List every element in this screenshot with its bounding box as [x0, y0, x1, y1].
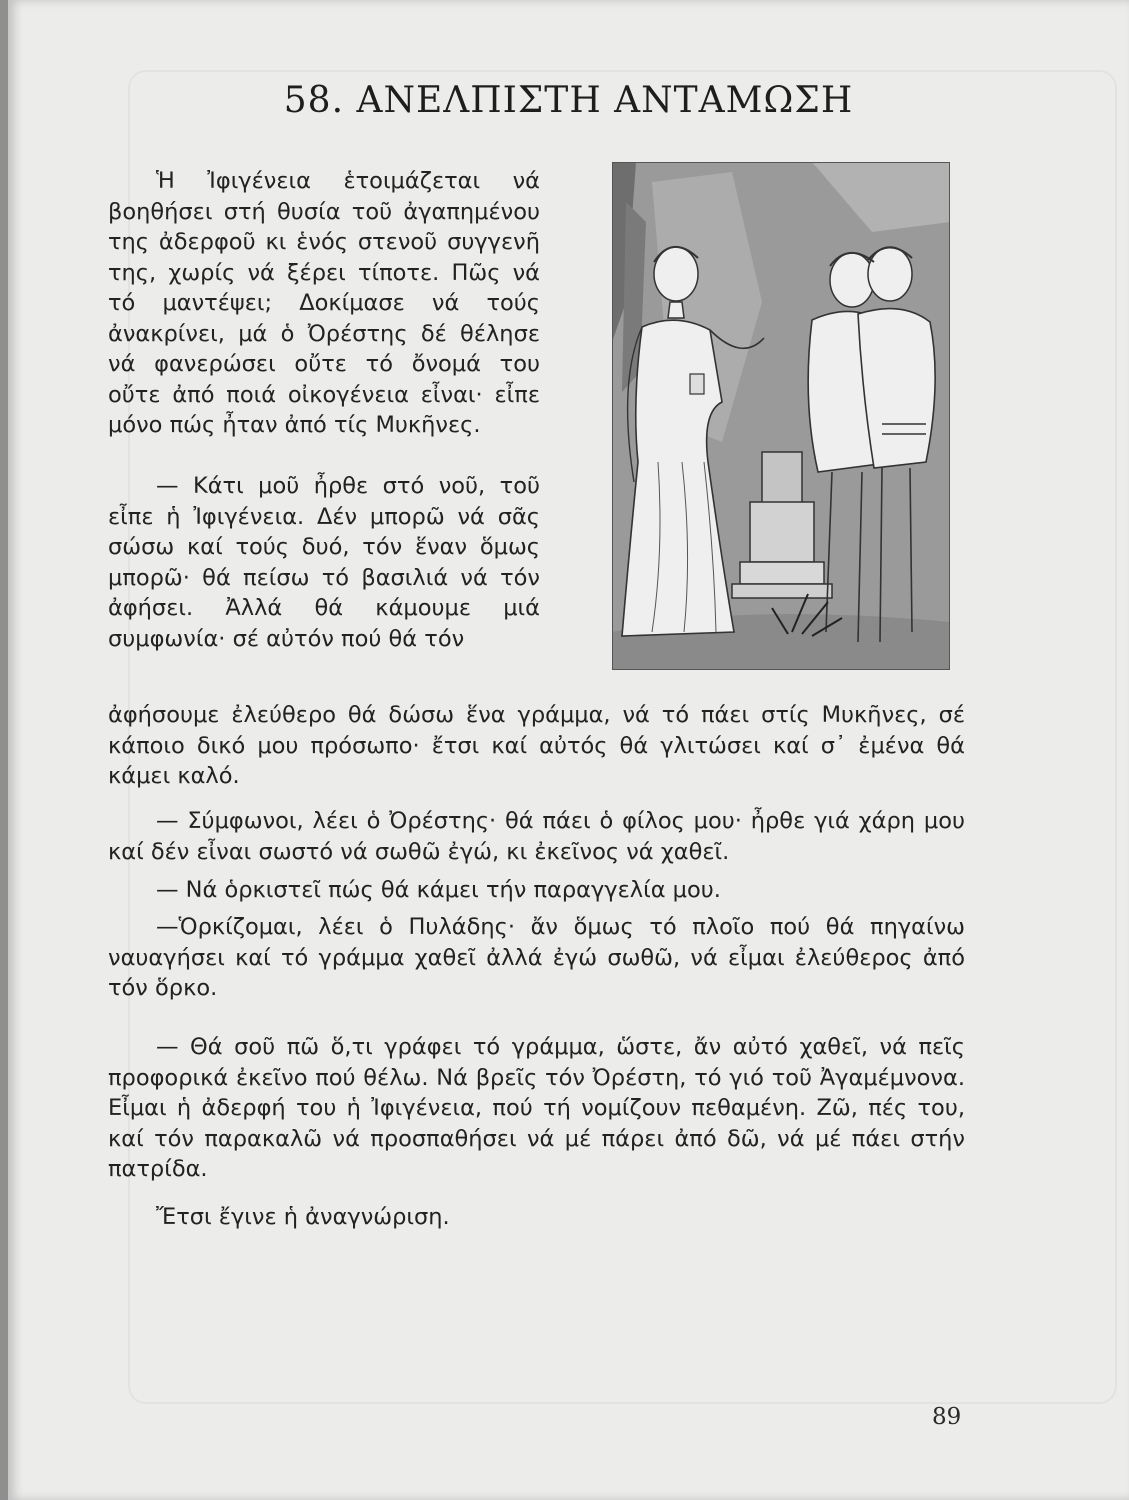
illustration-art: [612, 162, 950, 670]
paragraph-7: Ἔτσι ἔγινε ἡ ἀναγνώριση.: [156, 1204, 450, 1230]
book-page: [8, 0, 1129, 1500]
paragraph-2-part-2: ἀφήσουμε ἐλεύθερο θά δώσω ἕνα γράμμα, νά τό πάει στίς Μυκῆνες, σέ κάποιο δικό μου πρόσωπο· ἔτσι καί αὐτός θά γλιτώσει καί σ᾿ ἐμένα θά κάμει καλό.: [108, 702, 965, 789]
paragraph-5: —Ὁρκίζομαι, λέει ὁ Πυλάδης· ἄν ὅμως τό πλοῖο πού θά πηγαίνω ναυαγήσει καί τό γράμμα χαθεῖ ἀλλά ἐγώ σωθῶ, νά εἶμαι ἐλεύθερος ἀπό τόν ὅρκο.: [108, 914, 965, 1001]
paragraph-1: Ἡ Ἰφιγένεια ἑτοιμάζεται νά βοηθήσει στή θυσία τοῦ ἀγαπημένου της ἀδερφοῦ κι ἑνός στενοῦ συγγενῆ της, χωρίς νά ξέρει τίποτε. Πῶς νά τό μαντέψει; Δοκίμασε νά τούς ἀνακρίνει, μά ὁ Ὀρέστης δέ θέλησε νά φανερώσει οὔτε τό ὄνομά του οὔτε ἀπό ποιά οἰκογένεια εἶναι· εἶπε μόνο πώς ἦταν ἀπό τίς Μυκῆνες.: [108, 168, 540, 438]
paragraph-2-part-1: — Κάτι μοῦ ἦρθε στό νοῦ, τοῦ εἶπε ἡ Ἰφιγένεια. Δέν μπορῶ νά σᾶς σώσω καί τούς δυό, τόν ἕναν ὅμως μπορῶ· θά πείσω τό βασιλιά νά τόν ἀφήσει. Ἀλλά θά κάμουμε μιά συμφωνία· σέ αὐτόν πού θά τόν: [108, 473, 540, 652]
paragraph-4: — Νά ὁρκιστεῖ πώς θά κάμει τήν παραγγελία μου.: [156, 877, 721, 903]
paragraph-6: — Θά σοῦ πῶ ὅ,τι γράφει τό γράμμα, ὥστε, ἄν αὐτό χαθεῖ, νά πεῖς προφορικά ἐκεῖνο πού θέλω. Νά βρεῖς τόν Ὀρέστη, τό γιό τοῦ Ἀγαμέμνονα. Εἶμαι ἡ ἀδερφή του ἡ Ἰφιγένεια, πού τή νομίζουν πεθαμένη. Ζῶ, πές του, καί τόν παρακαλῶ νά προσπαθήσει νά μέ πάρει ἀπό δῶ, νά μέ πάει στήν πατρίδα.: [108, 1034, 965, 1182]
illustration: [612, 162, 950, 670]
page-number: 89: [932, 1404, 962, 1430]
paragraph-3: — Σύμφωνοι, λέει ὁ Ὀρέστης· θά πάει ὁ φίλος μου· ἦρθε γιά χάρη μου καί δέν εἶναι σωστό νά σωθῶ ἐγώ, κι ἐκεῖνος νά χαθεῖ.: [108, 808, 965, 865]
page-title: 58. ΑΝΕΛΠΙΣΤΗ ΑΝΤΑΜΩΣΗ: [283, 80, 854, 121]
